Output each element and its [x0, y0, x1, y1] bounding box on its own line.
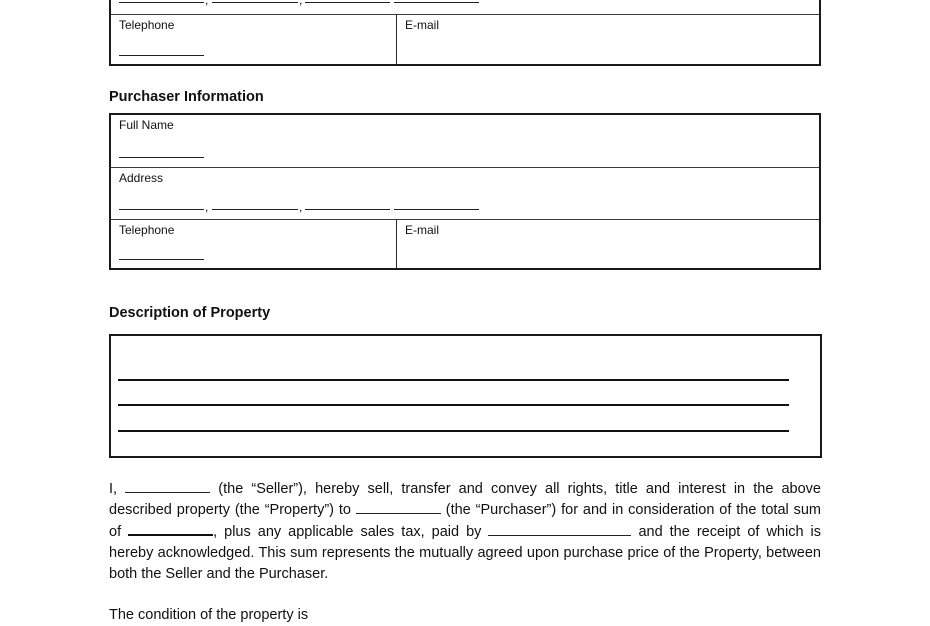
address-row: [111, 167, 819, 219]
comma: ,: [299, 0, 303, 7]
description-line-3[interactable]: [118, 430, 789, 432]
total-sum-blank[interactable]: [128, 522, 213, 536]
telephone-blank[interactable]: [119, 259, 204, 260]
seller-name-blank[interactable]: [125, 480, 210, 493]
address-state-blank[interactable]: [305, 2, 390, 3]
payment-method-blank[interactable]: [488, 523, 631, 536]
email-label: E-mail: [405, 18, 440, 32]
seller-info-table: [109, 0, 821, 66]
telephone-blank[interactable]: [119, 55, 204, 56]
email-label: E-mail: [405, 223, 440, 237]
purchaser-name-blank[interactable]: [356, 501, 441, 514]
telephone-label: Telephone: [119, 223, 175, 237]
description-line-1[interactable]: [118, 379, 789, 381]
address-city-blank[interactable]: [212, 209, 298, 210]
agreement-text-5: and the receipt of which is hereby acknowledged. This sum represents the mutually agreed upon purchase price of the Property, between both the Seller and the Purchaser.: [109, 523, 821, 583]
comma: ,: [205, 200, 209, 214]
full-name-row: [111, 115, 819, 167]
address-street-blank[interactable]: [119, 2, 204, 3]
address-label: Address: [119, 171, 164, 185]
agreement-text-3: (the “Purchaser”) for and in consideration of the total sum of: [109, 502, 822, 540]
agreement-text-2: (the “Seller”), hereby sell, transfer and convey all rights, title and interest in the above described property (the “Property”) to: [109, 481, 821, 519]
condition-paragraph: The condition of the property is: [109, 607, 309, 623]
address-street-blank[interactable]: [119, 209, 204, 210]
agreement-paragraph: [109, 479, 821, 585]
address-zip-blank[interactable]: [394, 209, 479, 210]
column-divider: [396, 220, 397, 268]
address-zip-blank[interactable]: [394, 2, 479, 3]
description-line-2[interactable]: [118, 404, 789, 406]
agreement-text-4: , plus any applicable sales tax, paid by: [213, 523, 482, 540]
property-description-box: [109, 334, 822, 458]
column-divider: [396, 15, 397, 64]
description-section-title: Description of Property: [109, 305, 271, 321]
contact-row: [111, 219, 819, 268]
seller-address-row: [111, 0, 819, 14]
purchaser-section-title: Purchaser Information: [109, 89, 264, 105]
telephone-label: Telephone: [119, 18, 175, 32]
address-city-blank[interactable]: [212, 2, 298, 3]
full-name-label: Full Name: [119, 118, 174, 132]
comma: ,: [205, 0, 209, 7]
comma: ,: [299, 200, 303, 214]
address-state-blank[interactable]: [305, 209, 390, 210]
purchaser-info-table: [109, 113, 821, 270]
seller-contact-row: [111, 14, 819, 64]
full-name-blank[interactable]: [119, 157, 204, 158]
agreement-text-1: I,: [109, 481, 118, 497]
